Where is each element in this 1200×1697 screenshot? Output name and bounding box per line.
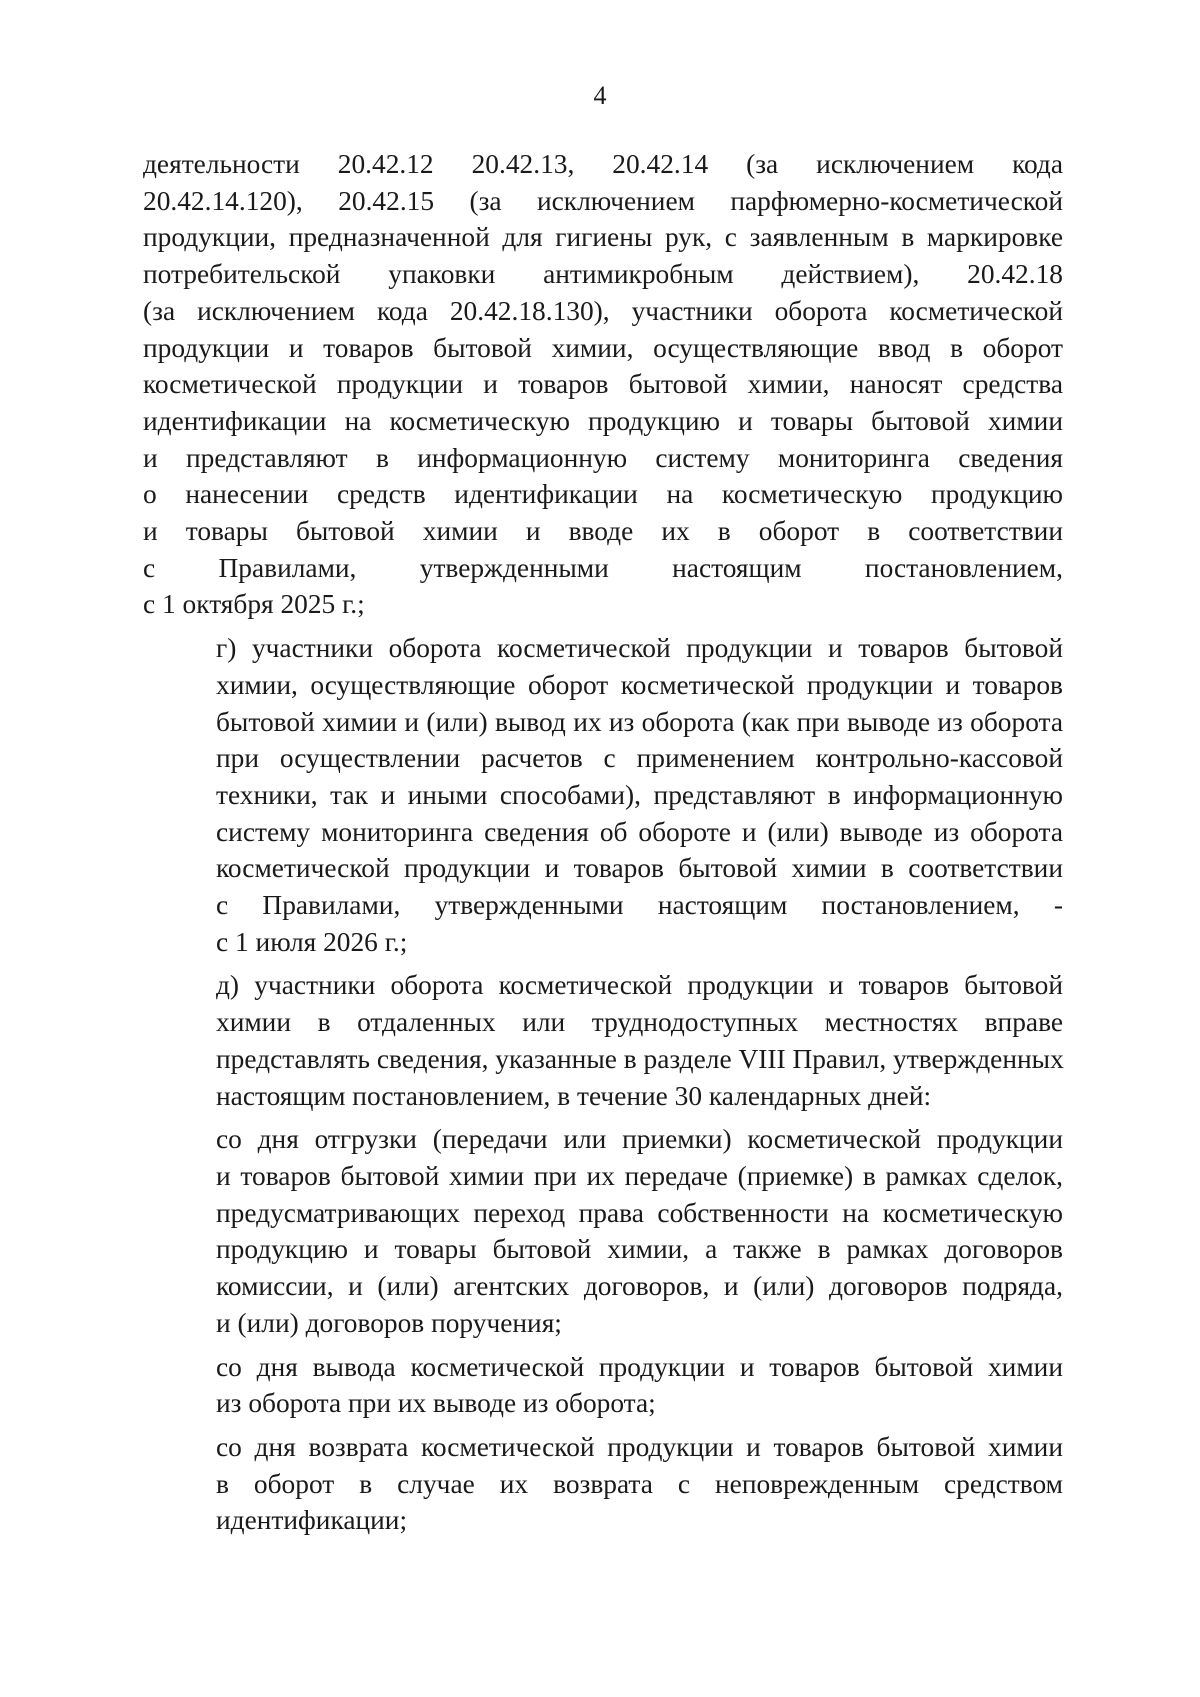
text-line: с Правилами, утвержденными настоящим постановлением, - [216,890,1063,921]
text-line: техники, так и иными способами), представляют в информационную [216,779,1063,810]
text-line: из оборота при их выводе из оборота; [216,1388,656,1419]
text-line: косметической продукции и товаров бытовой химии в соответствии [216,853,1063,884]
text-line: с 1 октября 2025 г.; [143,589,365,620]
text-line: комиссии, и (или) агентских договоров, и (или) договоров подряда, [216,1271,1063,1302]
text-line: идентификации на косметическую продукцию и товары бытовой химии [143,405,1063,436]
text-line: 20.42.14.120), 20.42.15 (за исключением парфюмерно-косметической [143,185,1063,216]
text-line: идентификации; [216,1505,408,1536]
text-line: с Правилами, утвержденными настоящим постановлением, [143,552,1063,583]
text-line: со дня возврата косметической продукции и товаров бытовой химии [216,1431,1063,1462]
paragraph [143,146,1063,623]
text-line: химии, осуществляющие оборот косметической продукции и товаров [216,669,1063,700]
paragraph [143,1349,1063,1422]
text-line: косметической продукции и товаров бытовой химии, наносят средства [143,369,1063,400]
text-line: и (или) договоров поручения; [216,1307,562,1338]
text-line: о нанесении средств идентификации на косметическую продукцию [143,479,1063,510]
text-line: предусматривающих переход права собственности на косметическую [216,1197,1063,1228]
text-line: и товаров бытовой химии при их передаче (приемке) в рамках сделок, [216,1160,1063,1191]
text-line: продукции и товаров бытовой химии, осуществляющие ввод в оборот [143,332,1063,363]
text-line: продукцию и товары бытовой химии, а также в рамках договоров [216,1234,1063,1265]
text-line: потребительской упаковки антимикробным действием), 20.42.18 [143,259,1063,290]
text-line: деятельности 20.42.12 20.42.13, 20.42.14 (за исключением кода [143,149,1063,179]
page-number: 4 [593,81,607,110]
paragraph [143,1429,1063,1539]
text-line: д) участники оборота косметической продукции и товаров бытовой [216,970,1063,1001]
text-line: систему мониторинга сведения об обороте и (или) выводе из оборота [216,816,1063,847]
text-line: и представляют в информационную систему мониторинга сведения [143,442,1063,473]
text-line: (за исключением кода 20.42.18.130), участники оборота косметической [143,295,1063,326]
document-body [143,146,1063,1546]
text-line: со дня вывода косметической продукции и товаров бытовой химии [216,1351,1063,1382]
text-line: настоящим постановлением, в течение 30 календарных дней: [216,1080,932,1111]
text-line: г) участники оборота косметической продукции и товаров бытовой [216,633,1063,664]
text-line: химии в отдаленных или труднодоступных местностях вправе [216,1007,1063,1038]
text-line: в оборот в случае их возврата с неповрежденным средством [216,1468,1063,1499]
paragraph [143,1121,1063,1341]
text-line: с 1 июля 2026 г.; [216,926,408,957]
text-line: продукции, предназначенной для гигиены рук, с заявленным в маркировке [143,222,1063,253]
text-line: при осуществлении расчетов с применением контрольно-кассовой [216,743,1063,774]
text-line: со дня отгрузки (передачи или приемки) косметической продукции [216,1124,1063,1155]
text-line: бытовой химии и (или) вывод их из оборота (как при выводе из оборота [216,706,1063,737]
paragraph [143,630,1063,960]
text-line: представлять сведения, указанные в разделе VIII Правил, утвержденных [216,1043,1064,1074]
paragraph [143,967,1063,1114]
text-line: и товары бытовой химии и вводе их в оборот в соответствии [143,516,1063,547]
